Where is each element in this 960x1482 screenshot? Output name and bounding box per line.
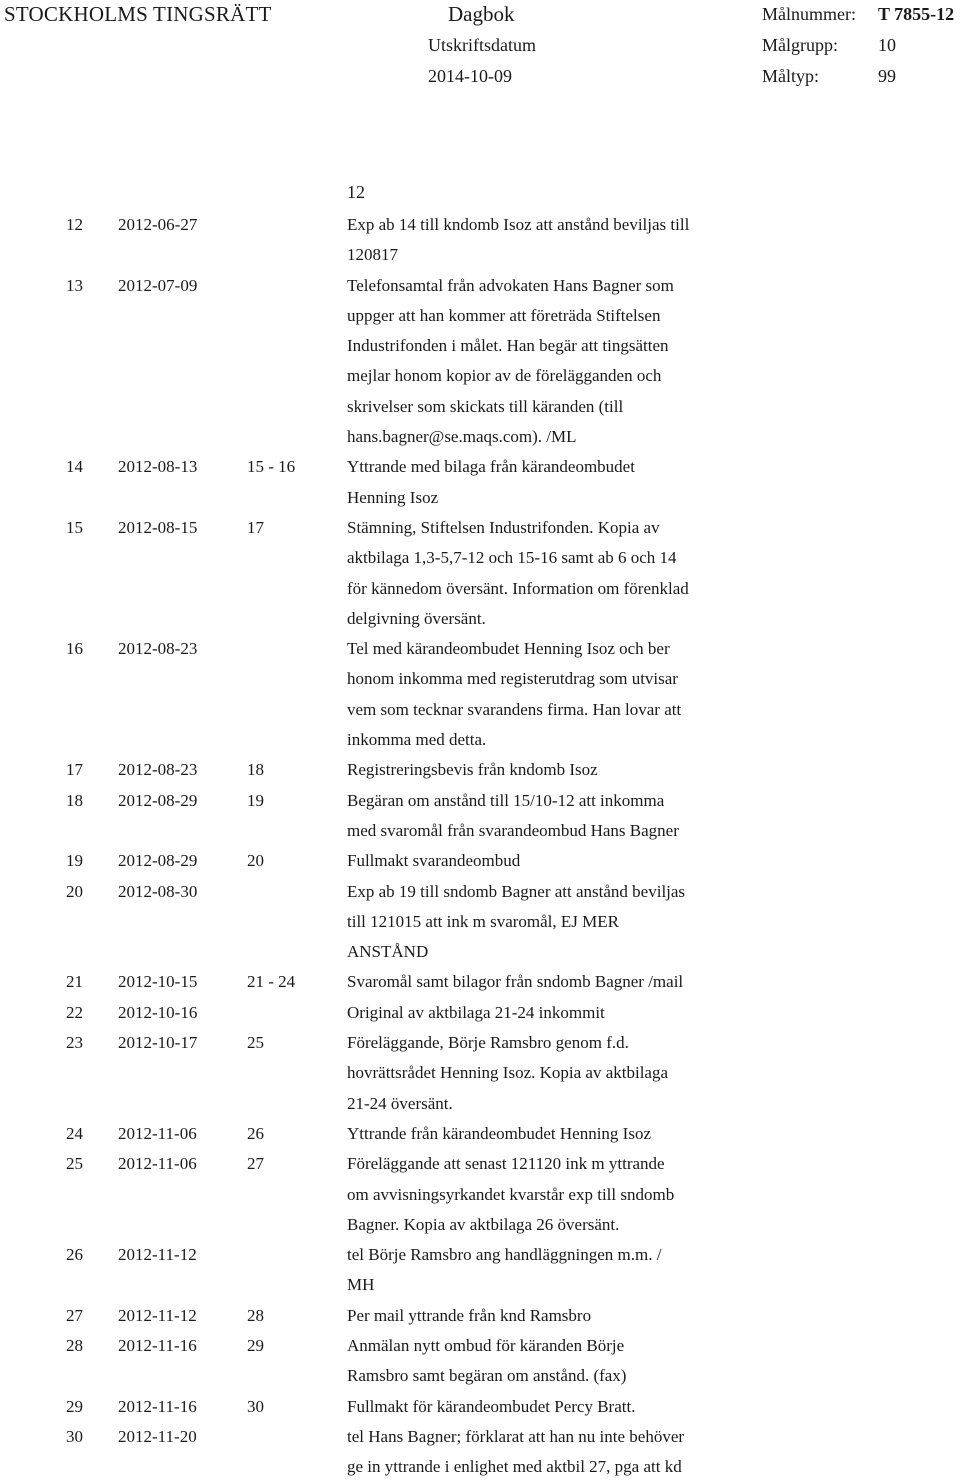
- entry-text-line: vem som tecknar svarandens firma. Han lovar att: [347, 699, 682, 719]
- entry-text-line: Yttrande från kärandeombudet Henning Isoz: [347, 1123, 651, 1143]
- entry-attachment: 17: [247, 517, 264, 537]
- entry-text-line: Stämning, Stiftelsen Industrifonden. Kopia av: [347, 517, 660, 537]
- journal-entry: [0, 1028, 960, 1119]
- entry-text-line: hans.bagner@se.maqs.com). /ML: [347, 427, 577, 447]
- entry-number: 29: [66, 1396, 83, 1416]
- entry-text: [347, 846, 747, 876]
- journal-entry: [0, 1301, 960, 1331]
- page-number: 12: [347, 182, 365, 202]
- case-group: 10: [878, 35, 896, 55]
- journal-entry: [0, 1422, 960, 1482]
- entry-text-line: MH: [347, 1275, 375, 1295]
- entry-text-line: Telefonsamtal från advokaten Hans Bagner som: [347, 275, 674, 295]
- journal-entry: [0, 967, 960, 997]
- entry-attachment: 29: [247, 1335, 264, 1355]
- journal-entry: [0, 452, 960, 513]
- document-title: Dagbok: [448, 2, 515, 26]
- entry-text: [347, 1301, 747, 1331]
- entry-attachment: 15 - 16: [247, 457, 296, 477]
- entry-text: [347, 1149, 747, 1240]
- entry-date: 2012-11-20: [118, 1426, 197, 1446]
- entry-number: 21: [66, 972, 83, 992]
- entry-date: 2012-08-29: [118, 851, 198, 871]
- entry-number: 14: [66, 457, 83, 477]
- entry-text: [347, 1422, 747, 1482]
- journal-entry: [0, 1240, 960, 1301]
- entry-number: 13: [66, 275, 83, 295]
- entry-number: 27: [66, 1305, 83, 1325]
- entry-text-line: delgivning översänt.: [347, 608, 486, 628]
- entry-text-line: ge in yttrande i enlighet med aktbil 27, pga att kd: [347, 1457, 682, 1477]
- entry-text-line: Exp ab 14 till kndomb Isoz att anstånd beviljas till: [347, 215, 690, 234]
- journal-entries: [0, 210, 960, 1482]
- entry-text-line: Original av aktbilaga 21-24 inkommit: [347, 1002, 605, 1022]
- case-type-label: Måltyp:: [762, 66, 819, 86]
- entry-date: 2012-08-30: [118, 881, 198, 901]
- journal-entry: [0, 1331, 960, 1392]
- entry-attachment: 27: [247, 1154, 264, 1174]
- entry-text-line: uppger att han kommer att företräda Stiftelsen: [347, 305, 661, 325]
- entry-date: 2012-08-23: [118, 639, 198, 659]
- entry-number: 22: [66, 1002, 83, 1022]
- entry-text-line: Bagner. Kopia av aktbilaga 26 översänt.: [347, 1214, 620, 1234]
- case-type: 99: [878, 66, 896, 86]
- journal-entry: [0, 210, 960, 271]
- journal-entry: [0, 1149, 960, 1240]
- journal-entry: [0, 998, 960, 1028]
- entry-text: [347, 513, 747, 634]
- entry-text-line: skrivelser som skickats till käranden (till: [347, 396, 624, 416]
- entry-number: 23: [66, 1033, 83, 1053]
- journal-entry: [0, 271, 960, 453]
- entry-number: 17: [66, 760, 83, 780]
- entry-date: 2012-08-29: [118, 790, 198, 810]
- entry-text-line: Per mail yttrande från knd Ramsbro: [347, 1305, 592, 1325]
- entry-text-line: Anmälan nytt ombud för käranden Börje: [347, 1335, 625, 1355]
- court-name: STOCKHOLMS TINGSRÄTT: [4, 2, 272, 26]
- entry-date: 2012-10-17: [118, 1033, 198, 1053]
- entry-text-line: Föreläggande att senast 121120 ink m yttrande: [347, 1154, 665, 1174]
- entry-number: 20: [66, 881, 83, 901]
- entry-text-line: mejlar honom kopior av de förelägganden och: [347, 366, 662, 386]
- journal-entry: [0, 755, 960, 785]
- entry-text-line: Svaromål samt bilagor från sndomb Bagner /mail: [347, 972, 684, 992]
- entry-date: 2012-10-16: [118, 1002, 198, 1022]
- entry-number: 16: [66, 639, 83, 659]
- entry-text-line: Föreläggande, Börje Ramsbro genom f.d.: [347, 1033, 629, 1053]
- entry-date: 2012-08-23: [118, 760, 198, 780]
- entry-text: [347, 877, 747, 968]
- entry-text-line: tel Hans Bagner; förklarat att han nu inte behöver: [347, 1426, 685, 1446]
- case-number: T 7855-12: [878, 4, 955, 24]
- entry-number: 26: [66, 1245, 83, 1265]
- entry-text-line: med svaromål från svarandeombud Hans Bagner: [347, 820, 679, 840]
- entry-text-line: Tel med kärandeombudet Henning Isoz och ber: [347, 639, 670, 659]
- entry-text-line: om avvisningsyrkandet kvarstår exp till sndomb: [347, 1184, 675, 1204]
- entry-text: [347, 755, 747, 785]
- entry-text: [347, 786, 747, 847]
- entry-attachment: 30: [247, 1396, 264, 1416]
- entry-text-line: till 121015 att ink m svaromål, EJ MER: [347, 911, 619, 931]
- entry-text-line: inkomma med detta.: [347, 730, 487, 750]
- entry-attachment: 26: [247, 1123, 264, 1143]
- entry-number: 25: [66, 1154, 83, 1174]
- document-header: [0, 0, 960, 100]
- entry-number: 15: [66, 517, 83, 537]
- entry-text-line: 120817: [347, 245, 398, 265]
- journal-entry: [0, 1119, 960, 1149]
- journal-entry: [0, 634, 960, 755]
- entry-date: 2012-11-06: [118, 1154, 197, 1174]
- entry-number: 30: [66, 1426, 83, 1446]
- entry-text-line: Exp ab 19 till sndomb Bagner att anstånd beviljas: [347, 881, 686, 901]
- entry-text: [347, 271, 747, 453]
- entry-number: 19: [66, 851, 83, 871]
- case-number-label: Målnummer:: [762, 4, 856, 24]
- entry-text-line: Yttrande med bilaga från kärandeombudet: [347, 457, 635, 477]
- entry-attachment: 25: [247, 1033, 264, 1053]
- entry-text-line: Fullmakt för kärandeombudet Percy Bratt.: [347, 1396, 636, 1416]
- entry-attachment: 28: [247, 1305, 264, 1325]
- entry-text: [347, 1119, 747, 1149]
- entry-attachment: 20: [247, 851, 264, 871]
- entry-attachment: 19: [247, 790, 264, 810]
- print-date-label: Utskriftsdatum: [428, 35, 536, 55]
- journal-entry: [0, 1392, 960, 1422]
- entry-attachment: 18: [247, 760, 264, 780]
- entry-date: 2012-11-06: [118, 1123, 197, 1143]
- entry-text: [347, 1240, 747, 1301]
- entry-text: [347, 210, 747, 271]
- entry-date: 2012-11-16: [118, 1396, 197, 1416]
- entry-text-line: Henning Isoz: [347, 487, 439, 507]
- print-date: 2014-10-09: [428, 66, 512, 86]
- entry-text-line: hovrättsrådet Henning Isoz. Kopia av aktbilaga: [347, 1063, 669, 1083]
- journal-entry: [0, 877, 960, 968]
- entry-text-line: Registreringsbevis från kndomb Isoz: [347, 760, 598, 780]
- entry-text-line: för kännedom översänt. Information om förenklad: [347, 578, 689, 598]
- entry-text-line: Begäran om anstånd till 15/10-12 att inkomma: [347, 790, 665, 810]
- entry-date: 2012-11-12: [118, 1305, 197, 1325]
- entry-text: [347, 452, 747, 513]
- entry-attachment: 21 - 24: [247, 972, 296, 992]
- entry-date: 2012-08-15: [118, 517, 198, 537]
- entry-text-line: Fullmakt svarandeombud: [347, 851, 521, 871]
- entry-number: 18: [66, 790, 83, 810]
- entry-date: 2012-07-09: [118, 275, 198, 295]
- entry-text: [347, 1028, 747, 1119]
- entry-date: 2012-11-12: [118, 1245, 197, 1265]
- entry-text-line: aktbilaga 1,3-5,7-12 och 15-16 samt ab 6 och 14: [347, 548, 677, 568]
- entry-text: [347, 1331, 747, 1392]
- entry-text-line: Industrifonden i målet. Han begär att tingsätten: [347, 336, 669, 356]
- journal-entry: [0, 786, 960, 847]
- journal-entry: [0, 846, 960, 876]
- entry-text: [347, 967, 747, 997]
- entry-date: 2012-11-16: [118, 1335, 197, 1355]
- entry-text-line: 21-24 översänt.: [347, 1093, 453, 1113]
- entry-text: [347, 634, 747, 755]
- journal-entry: [0, 513, 960, 634]
- entry-text-line: tel Börje Ramsbro ang handläggningen m.m. /: [347, 1245, 662, 1265]
- entry-number: 28: [66, 1335, 83, 1355]
- entry-text-line: Ramsbro samt begäran om anstånd. (fax): [347, 1366, 627, 1386]
- entry-date: 2012-08-13: [118, 457, 198, 477]
- entry-date: 2012-06-27: [118, 215, 198, 234]
- entry-text: [347, 998, 747, 1028]
- entry-text-line: honom inkomma med registerutdrag som utvisar: [347, 669, 678, 689]
- entry-date: 2012-10-15: [118, 972, 198, 992]
- entry-text: [347, 1392, 747, 1422]
- entry-text-line: ANSTÅND: [347, 942, 429, 962]
- entry-number: 24: [66, 1123, 83, 1143]
- case-group-label: Målgrupp:: [762, 35, 838, 55]
- entry-number: 12: [66, 215, 83, 234]
